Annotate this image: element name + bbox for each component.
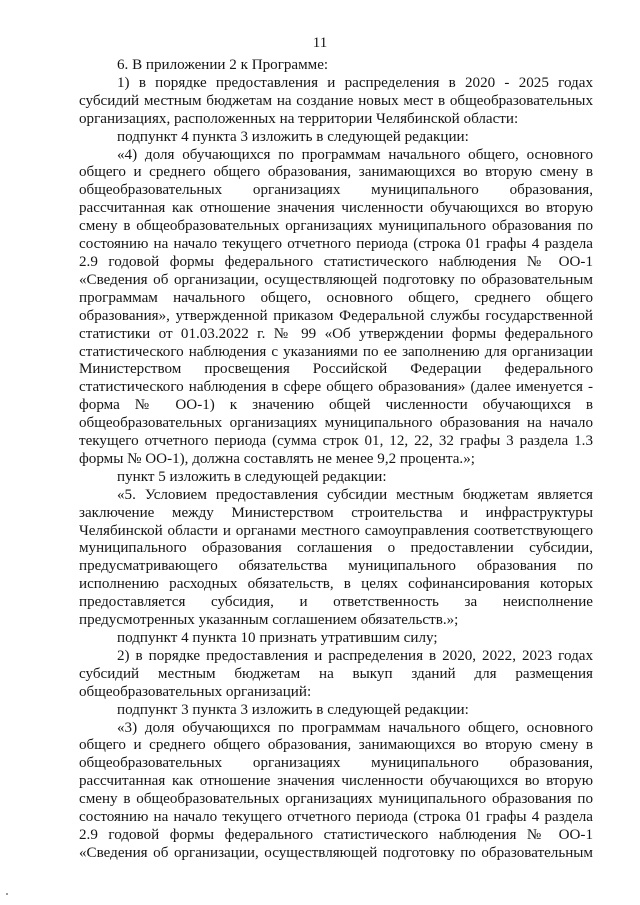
paragraph-point-10-repeal: подпункт 4 пункта 10 признать утратившим силу; (117, 630, 438, 646)
scan-edge-mark (6, 893, 8, 895)
paragraph-appendix-heading: 6. В приложении 2 к Программе: (117, 57, 329, 73)
paragraph-subpoint-3-text: «3) доля обучающихся по программам начального общего, основного общего и среднего общего образования, занимающихся во вторую смену в общеобразовательных организациях муниципального образования, рассчитанная как отношение значения численности обучающихся во вторую смену в общеобразовательных организациях муниципального образования по состоянию на начало текущего отчетного периода (строка 01 графы 4 раздела 2.9 годовой формы федерального статистического наблюдения № ОО-1 «Сведения об организации, осуществляющей подготовку по образовательным (79, 719, 593, 861)
paragraph-point-5-instruction: пункт 5 изложить в следующей редакции: (117, 468, 387, 485)
paragraph-point-5-text: «5. Условием предоставления субсидии местным бюджетам является заключение между Министерством строительства и инфраструктуры Челябинской области и органами местного самоуправления соответствующего муниципального образования соглашения о предоставлении субсидии, предусматривающего обязательства муниципального образования по исполнению расходных обязательств, в целях софинансирования которых предоставляется субсидия, и ответственность за неисполнение предусмотренных указанным соглашением обязательств.»; (79, 486, 593, 629)
document-body (79, 57, 593, 863)
paragraph-subpoint-4-text: «4) доля обучающихся по программам начального общего, основного общего и среднего общего образования, занимающихся во вторую смену в общеобразовательных организациях муниципального образования, рассчитанная как отношение значения численности обучающихся во вторую смену в общеобразовательных организациях муниципального образования по состоянию на начало текущего отчетного периода (строка 01 графы 4 раздела 2.9 годовой формы федерального статистического наблюдения № ОО-1 «Сведения об организации, осуществляющей подготовку по образовательным программам начального общего, основного общего, среднего общего образования», утвержденной приказом Федеральной службы государственной статистики от 01.03.2022 г. № 99 «Об утверждении формы федерального статистического наблюдения с указаниями по ее заполнению для организации Министерством просвещения Российской Федерации федерального статистического наблюдения в сфере общего образования» (далее именуется - форма № ОО-1) к значению общей численности обучающихся в общеобразовательных организациях муниципального образования на начало текущего отчетного периода (сумма строк 01, 12, 22, 32 графы 3 раздела 1.3 формы № ОО-1), должна составлять не менее 9,2 процента.»; (79, 146, 593, 467)
paragraph-item-2-intro: 2) в порядке предоставления и распределения в 2020, 2022, 2023 годах субсидий местным бюджетам на выкуп зданий для размещения общеобразовательных организаций: (79, 647, 593, 700)
page-number: 11 (312, 35, 328, 51)
paragraph-subpoint-4-instruction: подпункт 4 пункта 3 изложить в следующей редакции: (117, 128, 469, 145)
paragraph-item-1-intro: 1) в порядке предоставления и распределения в 2020 - 2025 годах субсидий местным бюджетам на создание новых мест в общеобразовательных организациях, расположенных на территории Челябинской области: (79, 74, 593, 127)
paragraph-subpoint-3-instruction: подпункт 3 пункта 3 изложить в следующей редакции: (117, 701, 469, 718)
